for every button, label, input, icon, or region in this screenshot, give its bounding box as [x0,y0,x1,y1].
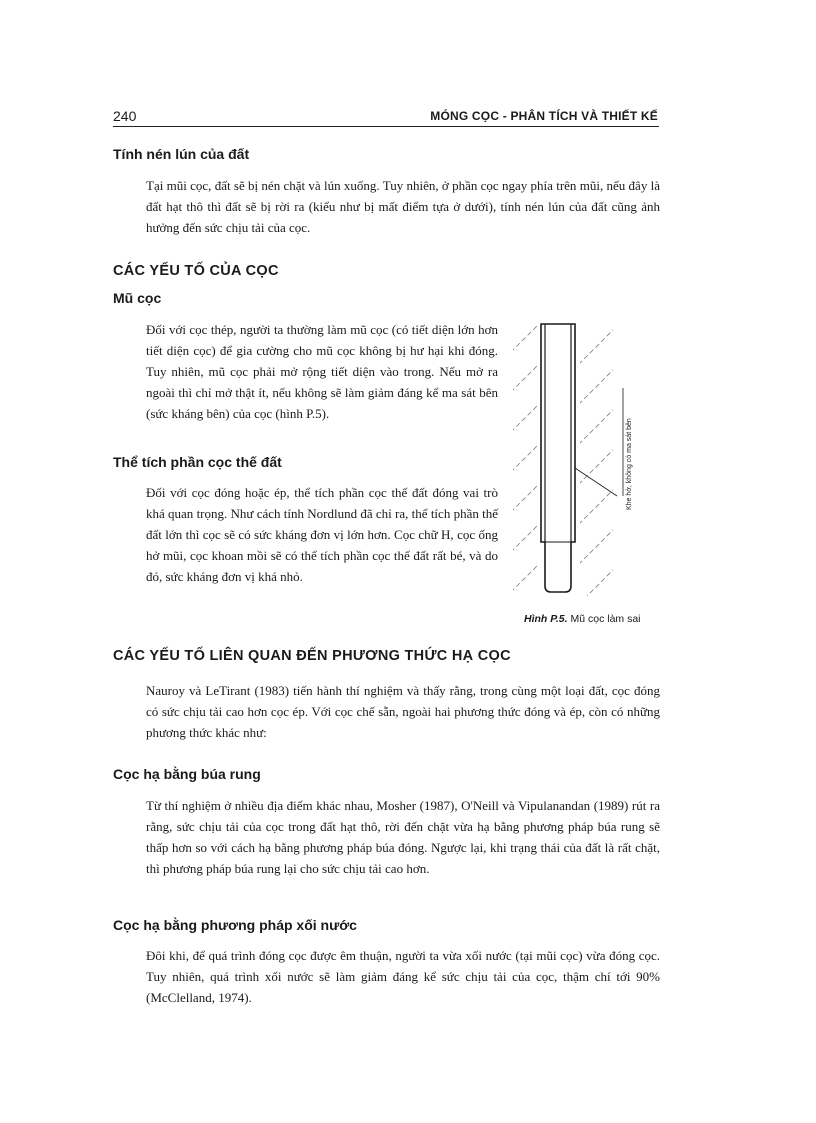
figure-caption-text: Mũ cọc làm sai [570,613,641,625]
heading-soil-compressibility: Tính nén lún của đất [113,146,250,162]
figure-pile-cap-diagram [505,318,660,610]
page-number: 240 [113,108,137,124]
heading-installation-methods: CÁC YẾU TỐ LIÊN QUAN ĐẾN PHƯƠNG THỨC HẠ CỌC [113,648,511,664]
paragraph-installation-methods: Nauroy và LeTirant (1983) tiến hành thí nghiệm và thấy rằng, trong cùng một loại đất, cọc đóng có sức chịu tải cao hơn cọc ép. Với cọc chế sẵn, ngoài hai phương thức đóng và ép, còn có những phương thức khác như: [146,683,660,740]
running-title: MÓNG CỌC - PHÂN TÍCH VÀ THIẾT KẾ [430,109,658,123]
paragraph-jetting: Đôi khi, để quá trình đóng cọc được êm thuận, người ta vừa xối nước (tại mũi cọc) vừa đóng cọc. Tuy nhiên, quá trình xối nước sẽ làm giảm đáng kể sức chịu tải của cọc, thậm chí tới 90% (McClelland, 1974). [146,948,660,1005]
heading-jetting: Cọc hạ bằng phương pháp xối nước [113,917,357,933]
paragraph-soil-compressibility: Tại mũi cọc, đất sẽ bị nén chặt và lún xuống. Tuy nhiên, ở phần cọc ngay phía trên mũi, nếu đây là đất hạt thô thì đất sẽ bị rời ra (kiểu như bị mất điểm tựa ở dưới), tính nén lún của đất cũng ảnh hưởng đến sức chịu tải của cọc. [146,178,660,235]
soil-hatching [505,318,660,610]
figure-caption-label: Hình P.5. [524,613,568,625]
heading-pile-cap: Mũ cọc [113,290,162,306]
pile-body [541,324,575,592]
header-rule [113,126,659,127]
figure-caption [524,613,641,625]
paragraph-pile-cap: Đối với cọc thép, người ta thường làm mũ cọc (có tiết diện lớn hơn tiết diện cọc) để gia cường cho mũ cọc không bị hư hại khi đóng. Tuy nhiên, mũ cọc phải mở rộng tiết diện vào trong. Nếu mở ra ngoài thì chỉ mở thật ít, nếu không sẽ làm giảm đáng kể ma sát bên (sức kháng bên) của cọc (hình P.5). [146,322,498,421]
heading-pile-factors: CÁC YẾU TỐ CỦA CỌC [113,263,279,279]
heading-vibratory-driving: Cọc hạ bằng búa rung [113,766,261,782]
heading-displacement-volume: Thể tích phần cọc thế đất [113,454,282,470]
figure-annotation: Khe hở, không có ma sát bên [626,418,633,510]
paragraph-vibratory-driving: Từ thí nghiệm ở nhiều địa điểm khác nhau, Mosher (1987), O'Neill và Vipulanandan (1989) rút ra rằng, sức chịu tải của cọc trong đất hạt thô, rời đến chặt vừa hạ bằng phương pháp búa rung sẽ thấp hơn so với cách hạ bằng phương pháp búa đóng. Ngược lại, khi trạng thái của đất là rất chặt, thì phương pháp búa rung lại cho sức chịu tải cao hơn. [146,798,660,876]
paragraph-displacement-volume: Đối với cọc đóng hoặc ép, thể tích phần cọc thế đất đóng vai trò khá quan trọng. Như cách tính Nordlund đã chỉ ra, thể tích phần thế đất lớn thì cọc sẽ có sức kháng đơn vị lớn hơn. Cọc chữ H, cọc ống hở mũi, cọc khoan mồi sẽ có thể tích phần cọc thế đất rất bé, và do đó, sức kháng đơn vị khá nhỏ. [146,485,498,584]
